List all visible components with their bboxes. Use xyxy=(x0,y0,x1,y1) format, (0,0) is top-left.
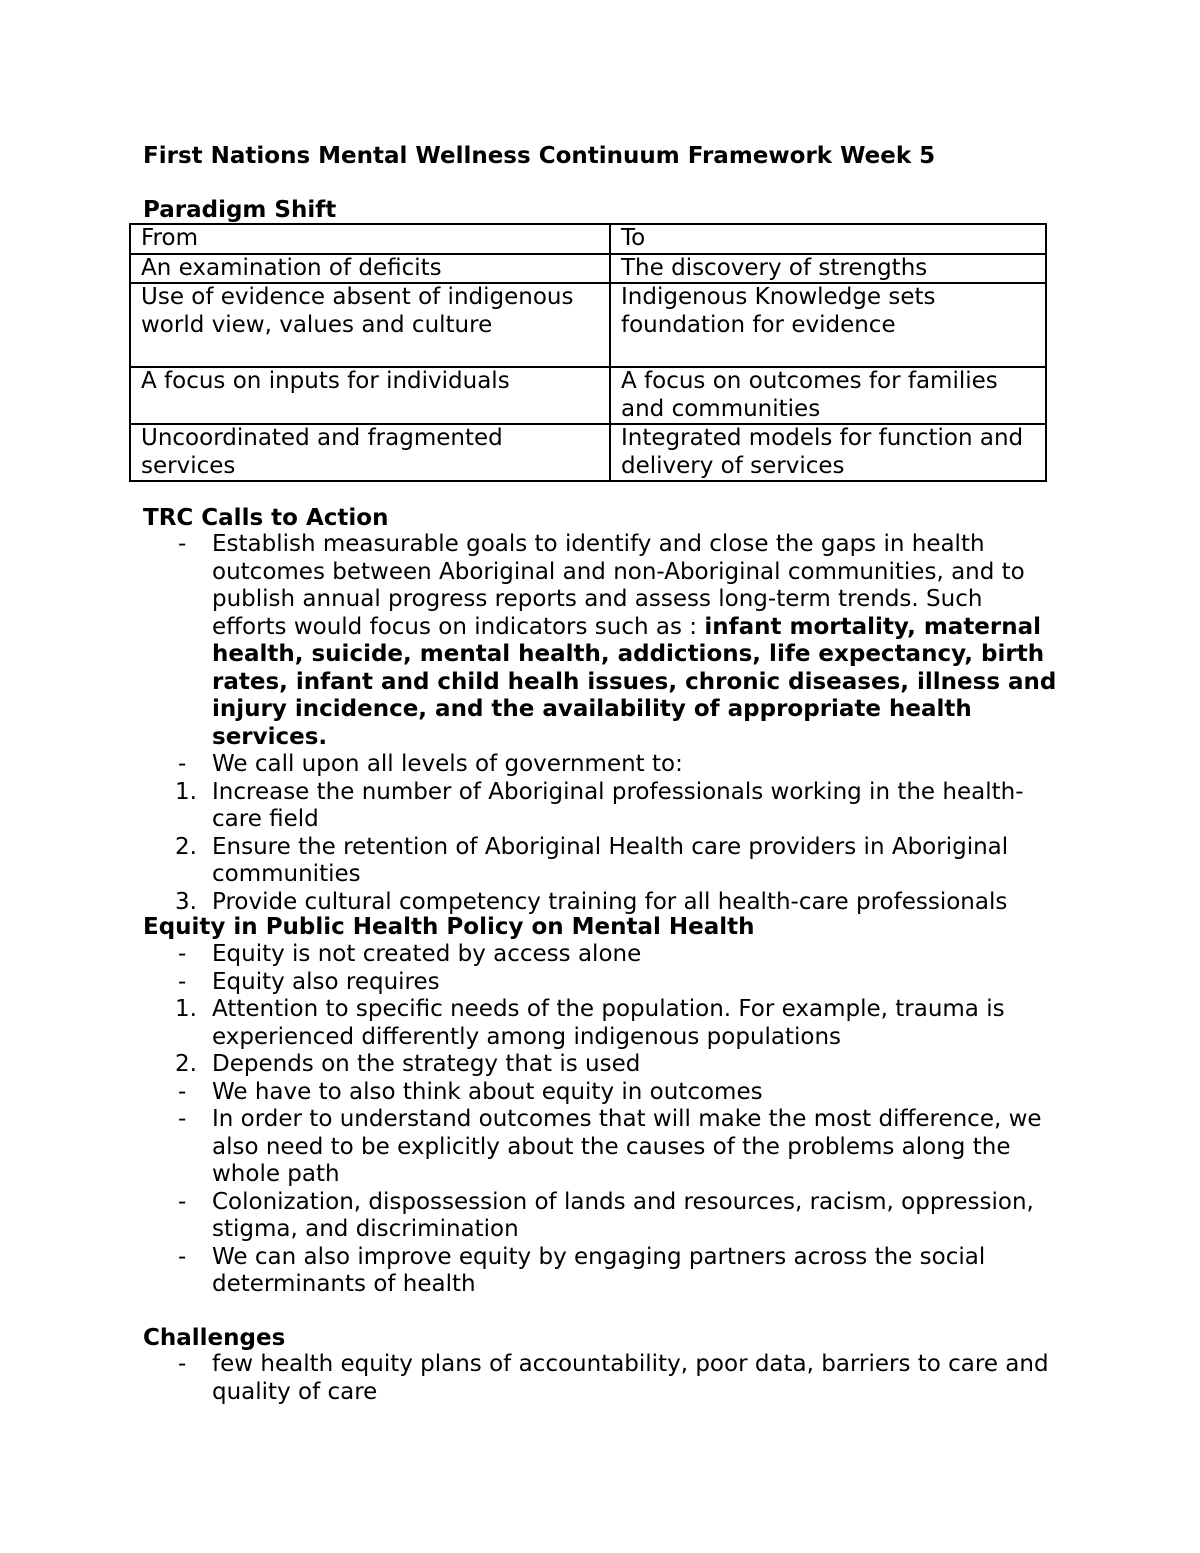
table-row xyxy=(130,424,1046,481)
numbered-item xyxy=(143,996,1063,1051)
table-row xyxy=(130,283,1046,367)
dash-marker: - xyxy=(178,941,187,967)
list-item-text: In order to understand outcomes that will make the most difference, we also need to be explicitly about the causes of the problems along the whole path xyxy=(212,1106,1042,1187)
table-cell-from: Uncoordinated and fragmented services xyxy=(130,424,610,481)
list-item-text: Increase the number of Aboriginal professionals working in the health-care field xyxy=(212,778,1024,832)
paradigm-shift-table xyxy=(129,223,1047,482)
list-item-text: Attention to specific needs of the population. For example, trauma is experienced differently among indigenous populations xyxy=(212,996,1005,1050)
number-marker: 2. xyxy=(175,1051,197,1077)
table-cell-from: An examination of deficits xyxy=(130,254,610,284)
table-row xyxy=(130,254,1046,284)
list-item-bold-text: infant mortality, maternal health, suicide, mental health, addictions, life expectancy, birth rates, infant and child healh issues, chronic diseases, illness and injury incidence, and the availability of appropriate health services. xyxy=(212,613,1057,750)
dash-marker: - xyxy=(178,1188,187,1215)
paradigm-shift-heading: Paradigm Shift xyxy=(143,197,337,223)
list-item xyxy=(143,1351,1063,1406)
list-item xyxy=(143,1106,1063,1189)
list-item-text: We can also improve equity by engaging partners across the social determinants of health xyxy=(212,1243,986,1297)
trc-heading: TRC Calls to Action xyxy=(143,505,389,531)
list-item-text: Equity also requires xyxy=(212,968,440,995)
list-item-text: Depends on the strategy that is used xyxy=(212,1051,641,1077)
list-item-text: We have to also think about equity in outcomes xyxy=(212,1078,763,1105)
dash-marker: - xyxy=(178,531,187,557)
list-item xyxy=(143,941,1063,969)
table-cell-from: A focus on inputs for individuals xyxy=(130,367,610,424)
list-item-text: We call upon all levels of government to: xyxy=(212,751,683,777)
dash-marker: - xyxy=(178,968,187,995)
number-marker: 2. xyxy=(175,833,197,860)
table-cell-to: A focus on outcomes for families and communities xyxy=(610,367,1046,424)
dash-marker: - xyxy=(178,1106,187,1132)
list-item xyxy=(143,969,1063,997)
table-cell-to: Integrated models for function and delivery of services xyxy=(610,424,1046,481)
table-cell-to: The discovery of strengths xyxy=(610,254,1046,284)
list-item xyxy=(143,1244,1063,1299)
table-row xyxy=(130,367,1046,424)
table-header-from: From xyxy=(130,224,610,254)
dash-marker: - xyxy=(178,751,187,777)
numbered-item xyxy=(143,834,1063,889)
list-item xyxy=(143,751,1063,779)
numbered-item xyxy=(143,1051,1063,1079)
number-marker: 1. xyxy=(175,996,197,1022)
equity-heading: Equity in Public Health Policy on Mental Health xyxy=(143,914,755,940)
table-cell-from: Use of evidence absent of indigenous world view, values and culture xyxy=(130,283,610,367)
number-marker: 3. xyxy=(175,888,197,915)
dash-marker: - xyxy=(178,1243,187,1270)
list-item-text: Equity is not created by access alone xyxy=(212,941,642,967)
list-item-text: Provide cultural competency training for all health-care professionals xyxy=(212,888,1008,915)
challenges-list xyxy=(143,1351,1063,1406)
dash-marker: - xyxy=(178,1351,187,1377)
list-item-text: Establish measurable goals to identify and close the gaps in health outcomes between Aboriginal and non-Aboriginal communities, and to publish annual progress reports and assess long-term trends. Such efforts would focus on indicators such as : xyxy=(212,531,1025,640)
equity-list xyxy=(143,941,1063,1299)
challenges-heading: Challenges xyxy=(143,1325,286,1351)
dash-marker: - xyxy=(178,1078,187,1105)
numbered-item xyxy=(143,889,1063,917)
list-item-text: few health equity plans of accountability, poor data, barriers to care and quality of care xyxy=(212,1351,1049,1405)
table-row xyxy=(130,224,1046,254)
number-marker: 1. xyxy=(175,778,197,805)
numbered-item xyxy=(143,779,1063,834)
list-item-text: Ensure the retention of Aboriginal Health care providers in Aboriginal communities xyxy=(212,833,1009,887)
table-cell-to: Indigenous Knowledge sets foundation for evidence xyxy=(610,283,1046,367)
trc-list xyxy=(143,531,1063,916)
document-title: First Nations Mental Wellness Continuum Framework Week 5 xyxy=(143,143,936,169)
list-item xyxy=(143,531,1063,751)
list-item-text: Colonization, dispossession of lands and resources, racism, oppression, stigma, and discrimination xyxy=(212,1188,1034,1242)
table-header-to: To xyxy=(610,224,1046,254)
list-item xyxy=(143,1189,1063,1244)
list-item xyxy=(143,1079,1063,1107)
